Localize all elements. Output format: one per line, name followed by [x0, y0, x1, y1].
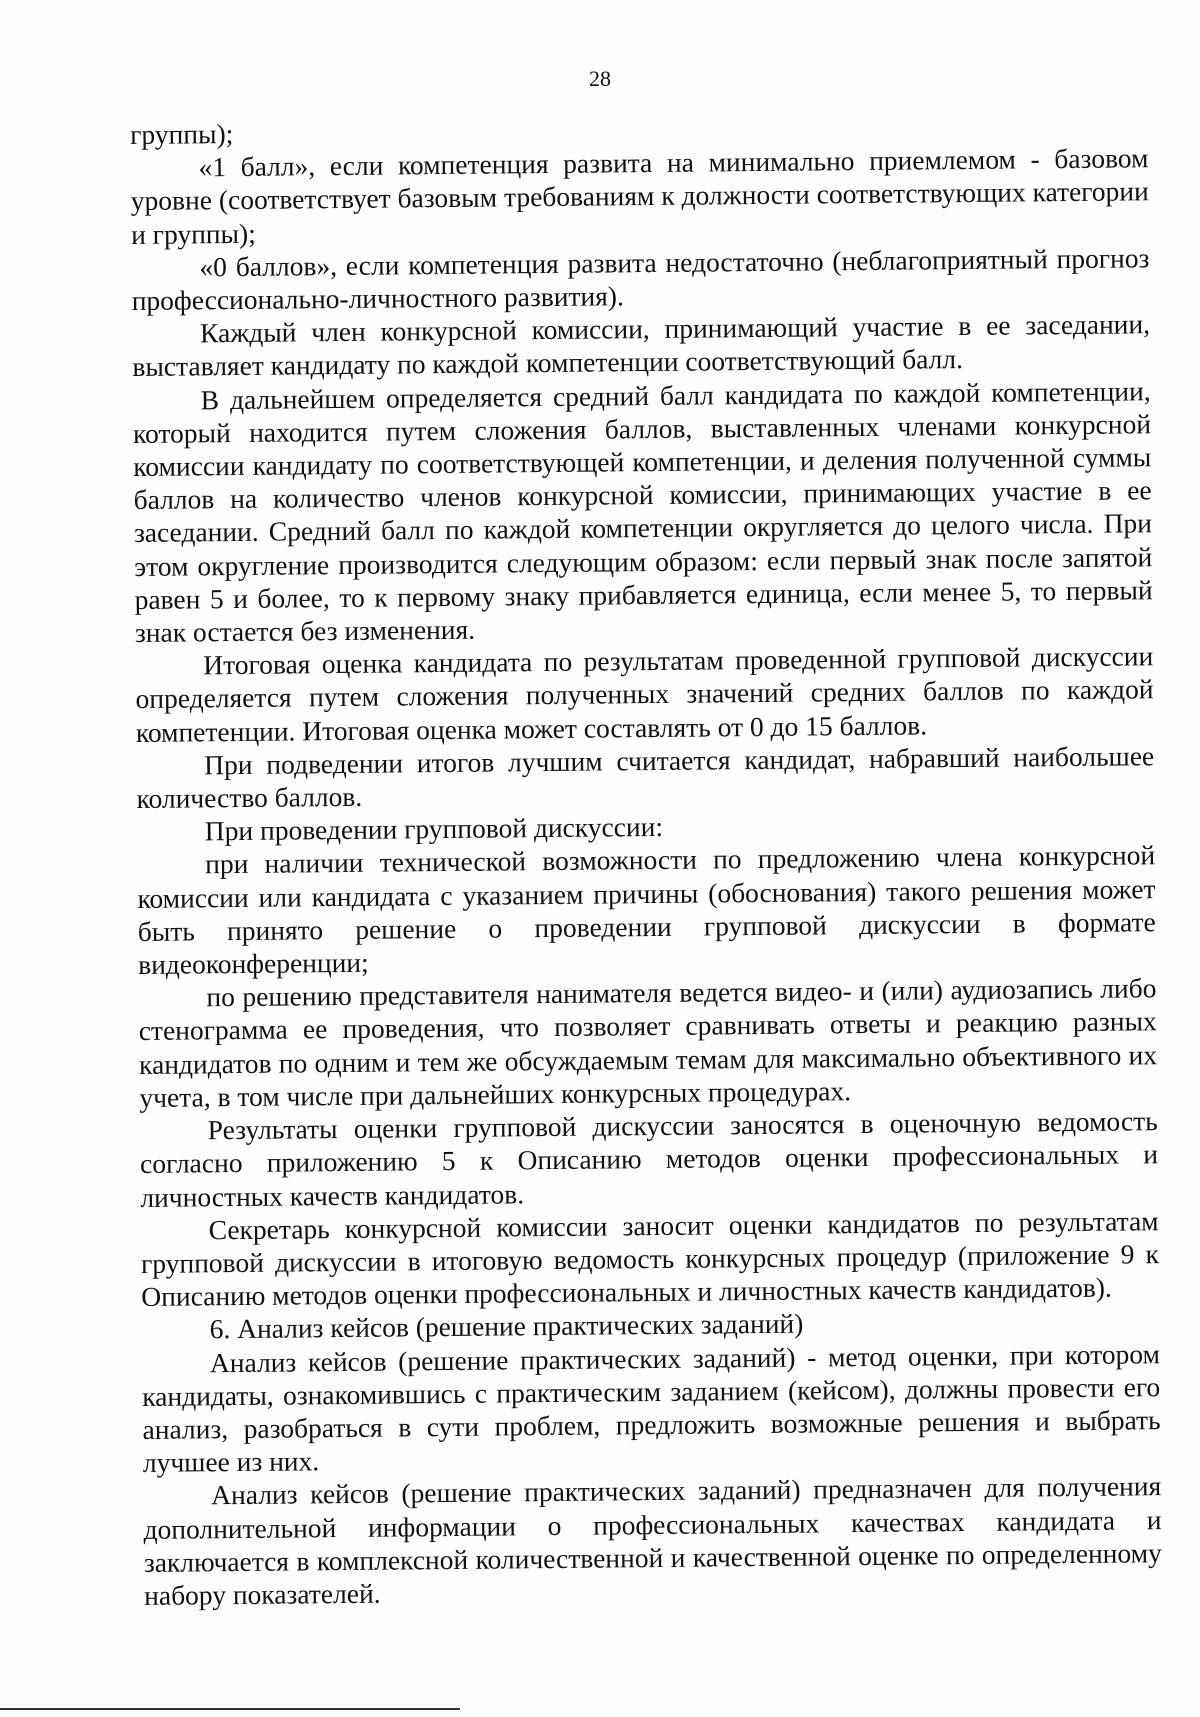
paragraph-case-definition: Анализ кейсов (решение практических заданий) - метод оценки, при котором кандидаты, ознакомившись с практическим заданием (кейсом), должны провести его анализ, разобраться в сути проблем, предложить возможные решения и выбрать лучшее из них. [142, 1337, 1161, 1479]
paragraph-average-score: В дальнейшем определяется средний балл кандидата по каждой компетенции, который находится путем сложения баллов, выставленных членами конкурсной комиссии кандидату по соответствующей компетенции, и деления полученной суммы баллов на количество членов конкурсной комиссии, принимающих участие в ее заседании. Средний балл по каждой компетенции округляется до целого числа. При этом округление производится следующим образом: если первый знак после запятой равен 5 и более, то к первому знаку прибавляется единица, если менее 5, то первый знак остается без изменения. [132, 374, 1153, 649]
page-number: 28 [589, 66, 611, 91]
document-body [130, 108, 1162, 1612]
paragraph-discussion-intro: При проведении групповой дискуссии: [204, 811, 664, 847]
paragraph-videoconference: при наличии технической возможности по предложению члена конкурсной комиссии или кандидата с указанием причины (обоснования) такого решения может быть принято решение о проведении групповой дискуссии в формате видеоконференции; [137, 839, 1156, 981]
paragraph-score-zero: «0 баллов», если компетенция развита недостаточно (неблагоприятный прогноз профессионально-личностного развития). [131, 242, 1150, 317]
paragraph-continuation: группы); [130, 118, 234, 150]
paragraph-best-candidate: При подведении итогов лучшим считается кандидат, набравший наибольшее количество баллов. [136, 740, 1155, 815]
paragraph-member-score: Каждый член конкурсной комиссии, принимающий участие в ее заседании, выставляет кандидату по каждой компетенции соответствующий балл. [132, 308, 1151, 383]
paragraph-recording: по решению представителя нанимателя ведется видео- и (или) аудиозапись либо стенограмма ее проведения, что позволяет сравнивать ответы и реакцию разных кандидатов по одним и тем же обсуждаемым темам для максимально объективного их учета, в том числе при дальнейших конкурсных процедурах. [138, 972, 1158, 1113]
paragraph-final-score: Итоговая оценка кандидата по результатам проведенной групповой дискуссии определяется путем сложения полученных значений средних баллов по каждой компетенции. Итоговая оценка может составлять от 0 до 15 баллов. [135, 640, 1154, 748]
section-heading-case-analysis: 6. Анализ кейсов (решение практических заданий) [209, 1307, 804, 1345]
paragraph-case-purpose: Анализ кейсов (решение практических заданий) предназначен для получения дополнительной информации о профессиональных качествах кандидата и заключается в комплексной количественной и качественной оценке по определенному набору показателей. [143, 1470, 1162, 1611]
paragraph-evaluation-sheet: Результаты оценки групповой дискуссии заносятся в оценочную ведомость согласно приложению 5 к Описанию методов оценки профессиональных и личностных качеств кандидатов. [139, 1105, 1159, 1213]
paragraph-secretary: Секретарь конкурсной комиссии заносит оценки кандидатов по результатам групповой дискуссии в итоговую ведомость конкурсных процедур (приложение 9 к Описанию методов оценки профессиональных и личностных качеств кандидатов). [140, 1204, 1160, 1313]
paragraph-score-one: «1 балл», если компетенция развита на минимально приемлемом - базовом уровне (соответствует базовым требованиям к должности соответствующих категории и группы); [130, 142, 1149, 250]
bottom-edge-line [0, 1708, 460, 1710]
